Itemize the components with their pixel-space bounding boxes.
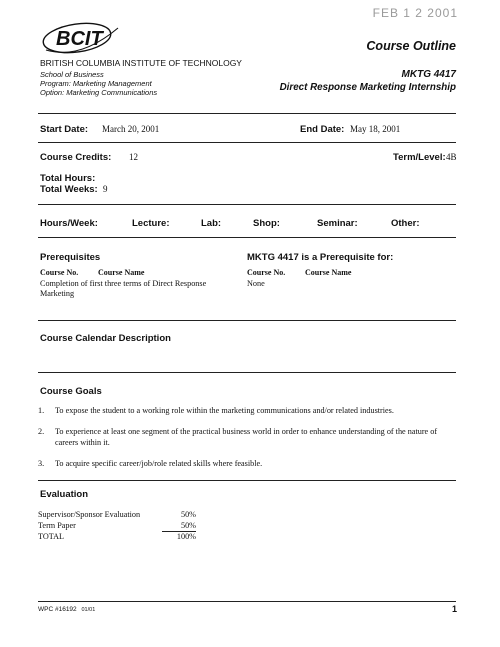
document-title: Course Outline	[366, 39, 456, 53]
prereq-course-no-header: Course No.	[40, 268, 79, 277]
divider	[38, 480, 456, 481]
logo-wordmark: BCIT	[56, 28, 103, 50]
prerequisites-heading: Prerequisites	[40, 252, 101, 263]
total-weeks-value: 9	[103, 184, 108, 194]
evaluation-weight: 50%	[180, 510, 196, 519]
goal-number: 3.	[38, 459, 45, 468]
prereq-text: Completion of first three terms of Direct Response Marketing	[40, 279, 207, 298]
evaluation-row	[38, 510, 238, 521]
option-name: Option: Marketing Communications	[40, 88, 158, 97]
start-date-label: Start Date:	[40, 124, 89, 135]
evaluation-weight: 50%	[180, 521, 196, 530]
seminar-label: Seminar:	[317, 218, 358, 229]
total-weeks-label: Total Weeks:	[40, 184, 98, 195]
footer-doc-number: WPC #16192	[38, 606, 77, 613]
total-hours-label: Total Hours:	[40, 173, 96, 184]
hours-week-label: Hours/Week:	[40, 218, 98, 229]
divider	[38, 320, 456, 321]
evaluation-heading: Evaluation	[40, 489, 89, 500]
date-received-stamp: FEB 1 2 2001	[372, 6, 458, 20]
goal-text: To acquire specific career/job/role related skills where feasible.	[55, 459, 263, 468]
term-level-value: 4B	[446, 152, 457, 162]
lecture-label: Lecture:	[132, 218, 170, 229]
divider	[38, 237, 456, 238]
evaluation-weight: 100%	[176, 532, 196, 541]
divider	[38, 601, 456, 602]
goal-text: To experience at least one segment of the practical business world in order to enhance understanding of the nature of careers within it.	[55, 427, 438, 447]
course-credits-value: 12	[129, 152, 138, 162]
divider	[38, 204, 456, 205]
start-date-value: March 20, 2001	[102, 124, 160, 134]
course-title: Direct Response Marketing Internship	[279, 82, 456, 93]
evaluation-row	[38, 532, 238, 543]
shop-label: Shop:	[253, 218, 280, 229]
lab-label: Lab:	[201, 218, 222, 229]
course-goals-heading: Course Goals	[40, 386, 102, 397]
prereq-for-text: None	[247, 279, 265, 288]
divider	[38, 142, 456, 143]
end-date-label: End Date:	[300, 124, 345, 135]
footer-doc-id	[38, 606, 95, 613]
term-level-label: Term/Level:	[393, 152, 446, 163]
course-credits-label: Course Credits:	[40, 152, 112, 163]
evaluation-label: TOTAL	[38, 532, 65, 541]
evaluation-label: Term Paper	[38, 521, 76, 530]
prereq-course-name-header: Course Name	[98, 268, 145, 277]
calendar-description-heading: Course Calendar Description	[40, 333, 171, 344]
evaluation-row	[38, 521, 238, 532]
bcit-logo	[40, 20, 130, 56]
end-date-value: May 18, 2001	[350, 124, 401, 134]
prereq-for-course-no-header: Course No.	[247, 268, 286, 277]
prereq-for-course-name-header: Course Name	[305, 268, 352, 277]
program-name: Program: Marketing Management	[40, 79, 152, 88]
evaluation-label: Supervisor/Sponsor Evaluation	[38, 510, 141, 519]
goal-number: 2.	[38, 427, 45, 436]
prerequisite-for-heading: MKTG 4417 is a Prerequisite for:	[247, 252, 394, 263]
divider	[38, 372, 456, 373]
goal-text: To expose the student to a working role within the marketing communications and/or related industries.	[55, 406, 394, 415]
divider	[38, 113, 456, 114]
other-label: Other:	[391, 218, 420, 229]
footer-doc-date: 01/01	[81, 607, 96, 613]
page-number: 1	[451, 604, 457, 614]
goal-number: 1.	[38, 406, 45, 415]
course-code: MKTG 4417	[401, 69, 456, 80]
school-name: School of Business	[40, 70, 104, 79]
institution-name: BRITISH COLUMBIA INSTITUTE OF TECHNOLOGY	[40, 58, 242, 68]
